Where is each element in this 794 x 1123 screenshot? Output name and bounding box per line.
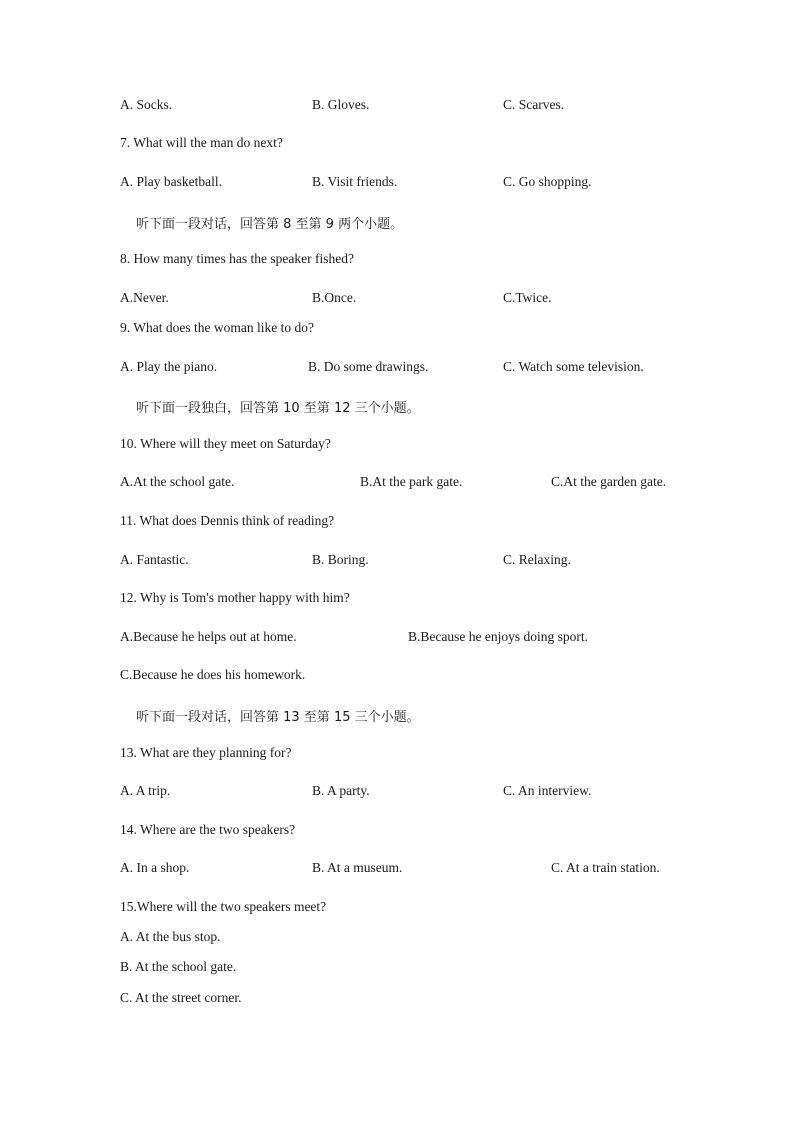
q10-option-b: B.At the park gate. (360, 474, 463, 489)
q10-option-a: A.At the school gate. (120, 474, 235, 489)
q10-option-c: C.At the garden gate. (551, 474, 667, 489)
q12-option-c: C.Because he does his homework. (120, 667, 306, 682)
q9-option-c: C. Watch some television. (503, 359, 644, 374)
section-instruction-13-15: 听下面一段对话，回答第 13 至第 15 三个小题。 (136, 710, 420, 725)
q12-option-a: A.Because he helps out at home. (120, 629, 297, 644)
q6-option-b: B. Gloves. (312, 97, 370, 112)
q14-stem: 14. Where are the two speakers? (120, 822, 296, 837)
q15-stem: 15.Where will the two speakers meet? (120, 899, 327, 914)
q14-option-a: A. In a shop. (120, 860, 190, 875)
q7-option-a: A. Play basketball. (120, 174, 222, 189)
q9-option-a: A. Play the piano. (120, 359, 218, 374)
q7-option-b: B. Visit friends. (312, 174, 398, 189)
q13-option-c: C. An interview. (503, 783, 592, 798)
q12-option-b: B.Because he enjoys doing sport. (408, 629, 588, 644)
q11-option-b: B. Boring. (312, 552, 369, 567)
section-instruction-8-9: 听下面一段对话，回答第 8 至第 9 两个小题。 (136, 217, 404, 232)
q13-option-b: B. A party. (312, 783, 370, 798)
q10-stem: 10. Where will they meet on Saturday? (120, 436, 331, 451)
q13-stem: 13. What are they planning for? (120, 745, 292, 760)
q8-stem: 8. How many times has the speaker fished? (120, 251, 354, 266)
q7-option-c: C. Go shopping. (503, 174, 592, 189)
q6-option-c: C. Scarves. (503, 97, 565, 112)
q15-option-a: A. At the bus stop. (120, 929, 221, 944)
q14-option-c: C. At a train station. (551, 860, 660, 875)
q15-option-c: C. At the street corner. (120, 990, 242, 1005)
q7-stem: 7. What will the man do next? (120, 135, 283, 150)
section-instruction-10-12: 听下面一段独白，回答第 10 至第 12 三个小题。 (136, 401, 420, 416)
q8-option-a: A.Never. (120, 290, 169, 305)
q14-option-b: B. At a museum. (312, 860, 403, 875)
q11-stem: 11. What does Dennis think of reading? (120, 513, 335, 528)
q9-option-b: B. Do some drawings. (308, 359, 429, 374)
q15-option-b: B. At the school gate. (120, 959, 237, 974)
q11-option-c: C. Relaxing. (503, 552, 571, 567)
q6-option-a: A. Socks. (120, 97, 173, 112)
q12-stem: 12. Why is Tom's mother happy with him? (120, 590, 350, 605)
q13-option-a: A. A trip. (120, 783, 171, 798)
q8-option-c: C.Twice. (503, 290, 552, 305)
q9-stem: 9. What does the woman like to do? (120, 320, 314, 335)
q11-option-a: A. Fantastic. (120, 552, 189, 567)
q8-option-b: B.Once. (312, 290, 357, 305)
